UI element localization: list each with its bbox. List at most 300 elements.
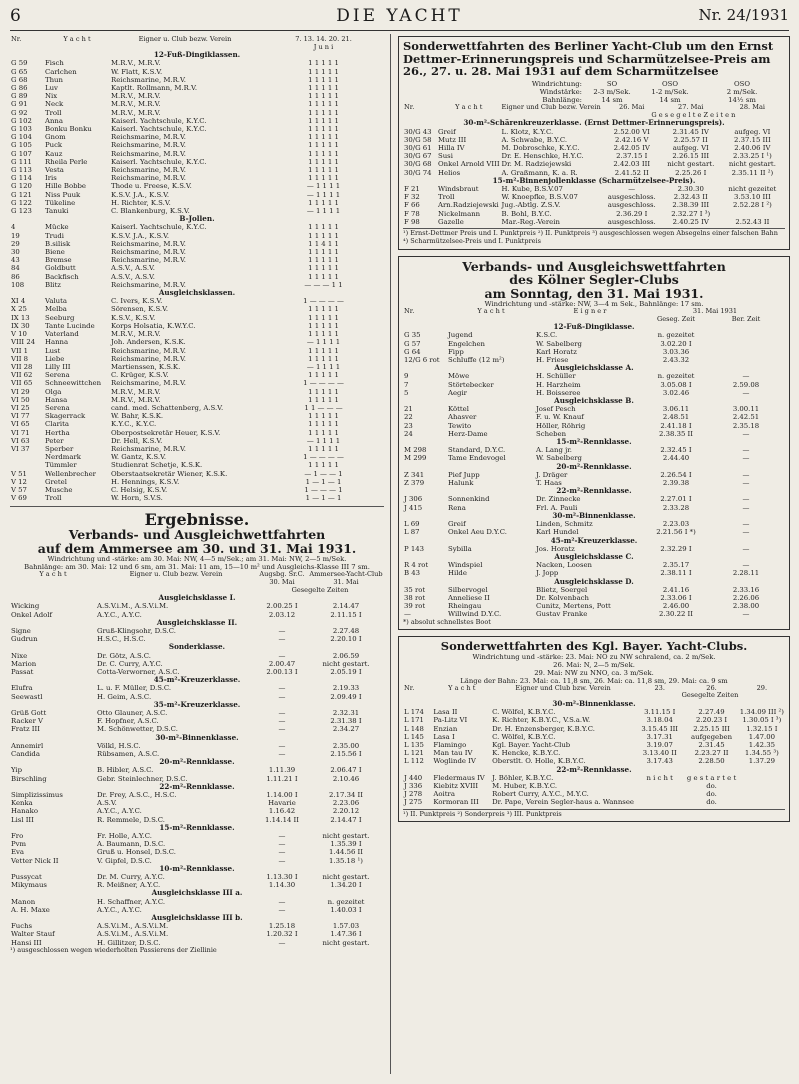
owner-cell: Oberpostsekretär Heuer, K.S.V. (111, 428, 221, 437)
yacht-cell: Gretel (45, 477, 67, 486)
placing-cell: — 1 1 1 1 (306, 190, 341, 199)
owner-cell: Sörensen, K.S.V. (111, 305, 169, 314)
table-row (10, 660, 384, 668)
time-cell: 2.30.30 (677, 184, 704, 193)
bayer-table (403, 685, 785, 807)
time-cell (707, 331, 785, 339)
class-heading (403, 487, 785, 495)
yacht-cell: Flamingo (433, 741, 467, 750)
table-row (10, 791, 384, 799)
owner-cell: A.S.V.i.M., A.S.V.i.M. (97, 922, 169, 931)
yacht-cell: Backfisch (45, 272, 79, 281)
time-cell: — (742, 503, 750, 512)
yacht-cell: Schluffe (12 m²) (448, 356, 505, 365)
time-cell: 2.39.38 (662, 479, 690, 488)
nr-cell: G 103 (11, 125, 32, 134)
yacht-cell: Puck (45, 141, 63, 150)
owner-cell: Dr. Frey, A.S.C., H.S.C. (97, 791, 177, 800)
bayer-footnote: ¹) II. Punktpreis ²) Sonderpreis ³) III. Punktpreis (403, 809, 785, 819)
nr-cell: J 440 (404, 773, 423, 782)
table-row (10, 117, 384, 125)
koeln-title-1: Verbands- und Ausgleichswettfahrten (462, 258, 726, 274)
time-cell (707, 340, 785, 348)
nr-cell: J 336 (404, 782, 423, 791)
nr-cell: L 135 (404, 741, 424, 750)
yacht-cell: Troll (438, 193, 455, 202)
owner-cell: C. Wölfel, K.B.Y.C. (492, 732, 556, 741)
table-row (403, 136, 785, 144)
yacht-cell: B.silisk (45, 239, 71, 248)
time-cell: — (278, 725, 286, 734)
class-heading (403, 177, 785, 185)
table-row (10, 453, 384, 461)
owner-cell: H. Richter, K.S.V. (111, 198, 171, 207)
owner-cell: Thode u. Freese, K.S.V. (111, 182, 192, 191)
nr-cell: L 112 (404, 757, 424, 766)
time-cell: 2.32.29 I (660, 544, 692, 553)
yacht-cell: Rheingau (448, 602, 482, 611)
time-cell: — (278, 684, 286, 693)
bayer-wind-2: 26. Mai: N, 2—5 m/Sek. (553, 660, 635, 669)
class-title: 12-Fuß-Dingiklassen. (153, 51, 241, 60)
class-heading (403, 323, 785, 331)
time-cell: 2.27.48 (332, 626, 360, 635)
owner-cell: H. Friese (536, 356, 569, 365)
time-cell: — (742, 544, 750, 553)
table-row (403, 430, 785, 438)
koeln-table: Nr. Y a c h t E i g n e r 31. Mai 1931 Geseg. Zeit Ber. Zeit 12-Fuß-Dingiklasse. G 35 Jugend K.S.C. n. gezeitet G 57 Engelchen W. Sabelberg 3.02.20 I G 64 Fipp Karl Horatz 3.03.36 12/G 6 rot Schluffe (12 m²) H. Friese 2.43.32 Ausgleichsklasse A. 9 Möwe H. Schüller n. gezeitet — 7 Störtebecker H. Harzheim 3.05.08 I 2.59.08 5 Aegir H. Boisseree 3.02.46 — Ausgleichsklasse B. 21 Köttel Josef Pesch 3.06.11 3.00.11 22 Ahasver F. u. W. Knauf 2.48.51 2.42.51 23 Tewito Höller, Röhrig 2.41.18 I 2.35.18 24 Herz-Dame Scheben 2.38.35 II — 15-m²-Rennklasse. M 298 Standard, D.Y.C. A. Lang jr. 2.32.45 I — M 299 Tame Endevogel W. Sabelberg 2.44.40 — 20-m²-Rennklasse. Z 341 Pief Jupp J. Dräger 2.26.54 I — Z 379 Halunk T. Haas 2.39.38 — 22-m²-Rennklasse. J 306 Sonnenkind Dr. Zinnecke 2.27.01 I — J 415 Rena Frl. A. Pauli 2.33.28 — 30-m²-Binnenklasse. L 69 Greif Linden, Schmitz 2.23.03 — L 87 Onkel Aeu D.Y.C. Karl Hundel 2.21.56 I *) — 45-m²-Kreuzerklasse. P 143 Sybilla Jos. Horatz 2.32.29 I — Ausgleichsklasse C. R 4 rot Windspiel Nacken, Loosen 2.35.17 — B 43 Hilde J. Jopp 2.38.11 I 2.28.11 Ausgleichsklasse D. 35 rot Silbervogel Blietz, Soergel 2.41.16 2.33.16 38 rot Anneliese II Dr. Kolvenbach 2.33.06 I 2.26.06 39 rot Rheingau Cunitz, Mertens, Pott 2.46.00 2.38.00 — Willwind D.Y.C. Gustav Franke 2.30.22 II — (403, 308, 785, 619)
yacht-cell: Silbervogel (448, 585, 488, 594)
owner-cell: Dr. Zinnecke (536, 495, 581, 504)
time-cell: — (278, 692, 286, 701)
nr-cell: VI 50 (11, 395, 30, 404)
yacht-cell: Sperber (45, 444, 74, 453)
owner-cell: Kgl. Bayer. Yacht-Club (492, 741, 571, 750)
table-row (10, 470, 384, 478)
nr-cell: L 69 (404, 520, 420, 529)
time-cell: 2.42.05 IV (613, 143, 650, 152)
owner-cell: Dr. M. Radziejewski (501, 160, 572, 169)
time-cell: 2.00.13 I (266, 667, 298, 676)
yacht-cell: Marion (11, 659, 37, 668)
owner-cell: C. Ivers, K.S.V. (111, 297, 163, 306)
time-cell: 2.19.33 (332, 684, 360, 693)
yacht-cell: Aoitra (433, 790, 455, 799)
yacht-cell: Lasa I (433, 732, 455, 741)
yacht-cell: Passat (11, 667, 34, 676)
koeln-title-2: des Kölner Segler-Clubs (509, 272, 679, 288)
koeln-wind: Windrichtung und -stärke: NW, 3—4 m Sek., Bahnlänge: 17 sm. (484, 300, 704, 309)
placing-cell: 1 — — — 1 (304, 485, 343, 494)
time-cell: 3.17.31 (646, 732, 673, 741)
owner-cell: Dr. M. Curry, A.Y.C. (97, 873, 165, 882)
yacht-cell: Hanna (45, 338, 69, 347)
owner-cell: Reichsmarine, M.R.V. (111, 256, 186, 265)
nr-cell: G 120 (11, 182, 32, 191)
table-row (10, 125, 384, 133)
table-row (10, 445, 384, 453)
placing-cell: 1 1 4 1 1 (308, 239, 339, 248)
time-cell: 1.14.00 I (266, 791, 298, 800)
owner-cell: Martienssen, K.S.K. (111, 362, 181, 371)
yacht-cell: Rena (448, 503, 466, 512)
placing-cell: 1 — 1 — 1 (305, 494, 342, 503)
placing-cell: 1 1 1 1 1 (308, 272, 339, 281)
yacht-cell: Melba (45, 305, 67, 314)
placing-cell: 1 1 1 1 1 (308, 321, 339, 330)
time-cell: 1.14.14 II (265, 815, 299, 824)
owner-cell: A. Lang jr. (536, 446, 572, 455)
yacht-cell: Biene (45, 248, 65, 257)
class-title: 10-m²-Rennklasse. (159, 864, 235, 873)
owner-cell: A.S.V., A.S.V. (111, 272, 155, 281)
placing-cell: 1 1 1 1 1 (308, 84, 339, 92)
owner-cell: H. Kube, B.S.V.07 (501, 184, 563, 193)
placing-cell: 1 1 1 1 1 (308, 174, 339, 183)
owner-cell: Dr. Pape, Verein Segler-haus a. Wannsee (492, 798, 634, 807)
table-row (10, 807, 384, 815)
time-cell: 2.33.06 I (660, 593, 692, 602)
placing-cell: — 1 1 1 1 (306, 182, 341, 191)
owner-cell: M. Schönwetter, D.S.C. (97, 725, 178, 734)
owner-cell: A.S.V. (97, 799, 117, 808)
nr-cell: 84 (11, 264, 20, 273)
yacht-cell: Mutz III (438, 135, 467, 144)
table-row (403, 545, 785, 553)
nr-cell: 19 (11, 231, 20, 240)
table-row (10, 191, 384, 199)
owner-cell: A. Graßmann, K. a. R. (501, 168, 578, 177)
yacht-cell: Wellenbrecher (45, 469, 96, 478)
placing-cell: — 1 1 1 1 (306, 436, 341, 445)
table-row (403, 725, 785, 733)
time-cell: 3.18.04 (646, 716, 673, 725)
owner-cell: Studienrat Schetje, K.S.K. (111, 461, 203, 470)
owner-cell: Frl. A. Pauli (536, 503, 578, 512)
time-cell: 2.38.00 (732, 602, 760, 611)
time-cell: aufgeg. VI (734, 127, 771, 136)
table-row (403, 594, 785, 602)
time-cell: 3.11.15 I (644, 708, 676, 717)
time-cell: 1.20.32 I (266, 930, 298, 939)
table-row (10, 635, 384, 643)
owner-cell: H.S.C., H.S.C. (97, 635, 146, 644)
ammersee-footnote: ¹) ausgeschlossen wegen wiederholten Passierens der Ziellinie (10, 945, 217, 954)
yacht-cell: Sybilla (448, 544, 472, 553)
time-cell: 1.32.15 I (746, 724, 778, 733)
class-heading (10, 734, 384, 742)
time-cell: aufgeg. VI (672, 143, 709, 152)
yacht-cell: Ahasver (448, 413, 477, 422)
time-cell: 2.21.56 I *) (656, 528, 696, 537)
class-title: 30-m²-Binnenklasse. (552, 511, 636, 520)
yacht-cell: Engelchen (448, 339, 485, 348)
yacht-cell: Anna (45, 116, 63, 125)
owner-cell: W. Horn, S.V.S. (111, 494, 163, 503)
time-cell: 2.43.32 (662, 356, 690, 365)
ammersee-header-row (10, 571, 384, 586)
placing-cell: 1 1 1 1 1 (308, 444, 339, 453)
time-cell: nicht gestart. (322, 832, 370, 841)
time-cell: — (278, 897, 286, 906)
yacht-cell: Seeburg (45, 313, 75, 322)
time-cell: 3.02.20 I (660, 339, 692, 348)
class-title: Ausgleichsklasse I. (158, 594, 236, 603)
owner-cell: A.Y.C., A.Y.C. (97, 905, 142, 914)
owner-cell: W. Sabelberg (536, 454, 582, 463)
yacht-cell: Hansi III (11, 938, 42, 947)
table-row (10, 429, 384, 437)
table-row (10, 388, 384, 396)
strength-row: Windstärke: 2-3 m/Sek. 1-2 m/Sek. 2 m/Sek. (539, 87, 758, 96)
time-cell: 2.42.03 III (613, 160, 651, 169)
owner-cell: K.S.V. J.A., K.S.V. (111, 231, 170, 240)
left-column (10, 36, 384, 955)
time-cell: 3.17.43 (646, 757, 673, 766)
time-cell: 2.32.45 I (660, 446, 692, 455)
owner-cell: A. Baumann, D.S.C. (97, 840, 166, 849)
time-cell: nicht gezeitet (728, 184, 777, 193)
nr-cell: VI 65 (11, 420, 30, 429)
owner-cell: Linden, Schmitz (536, 520, 593, 529)
owner-cell: K. Richter, K.B.Y.C., V.S.a.W. (492, 716, 591, 725)
time-cell: 2.30.22 II (659, 610, 693, 619)
time-cell (635, 798, 684, 806)
owner-cell: Mar.-Reg.-Verein (501, 217, 560, 226)
yacht-cell: Carlchen (45, 67, 77, 76)
table-row (10, 840, 384, 848)
nr-cell: IX 30 (11, 321, 30, 330)
class-title: Sonderklasse. (168, 643, 226, 652)
time-cell: 1.13.30 I (266, 873, 298, 882)
table-row (10, 109, 384, 117)
yacht-cell: Nixe (11, 651, 28, 660)
placing-cell: 1 1 1 1 1 (308, 387, 339, 396)
time-cell: 2.25.15 III (693, 724, 730, 733)
col-yacht: Y a c h t (63, 36, 91, 43)
nr-cell: J 275 (404, 798, 423, 807)
owner-cell: H. Harzheim (536, 380, 581, 389)
yacht-cell: Musche (45, 485, 73, 494)
yacht-cell: Störtebecker (448, 380, 494, 389)
nr-cell: 9 (404, 372, 409, 381)
yacht-cell: Anneliese II (448, 593, 490, 602)
table-row (10, 668, 384, 676)
nr-cell: 30/G 43 (404, 127, 432, 136)
nr-cell: 7 (404, 380, 409, 389)
bayer-wind-1: Windrichtung und -stärke: 23. Mai: NO zu NW schralend, ca. 2 m/Sek. (472, 652, 716, 661)
owner-cell: M. Huber, K.B.Y.C. (492, 782, 558, 791)
table-row (403, 716, 785, 724)
time-cell: — (278, 905, 286, 914)
owner-cell: A.S.V., A.S.V. (111, 264, 155, 273)
yacht-cell: Aegir (448, 388, 467, 397)
yacht-cell: Simplizissimus (11, 791, 63, 800)
placing-cell: 1 1 1 1 1 (308, 248, 339, 257)
class-heading (403, 578, 785, 586)
nr-cell: VI 71 (11, 428, 30, 437)
yacht-cell: Lust (45, 346, 61, 355)
yacht-cell: Olga (45, 387, 62, 396)
col-gesegelt: Gesegelte Zeiten (291, 586, 349, 594)
yacht-cell: Kormoran III (433, 798, 479, 807)
yacht-cell: Kenka (11, 799, 33, 808)
table-row (10, 248, 384, 256)
nr-cell: M 299 (404, 454, 427, 463)
time-cell: — (278, 848, 286, 857)
placing-cell: 1 1 1 1 1 (308, 420, 339, 429)
table-row (403, 479, 785, 487)
yacht-cell: Hansa (45, 395, 68, 404)
time-cell: 3.19.07 (646, 741, 673, 750)
class-heading (10, 824, 384, 832)
placing-cell: 1 1 1 1 1 (308, 198, 339, 207)
nr-cell: Z 379 (404, 479, 425, 488)
owner-cell: J. Böhler, K.B.Y.C. (492, 773, 554, 782)
bayer-box (398, 636, 790, 822)
class-heading (10, 619, 384, 627)
time-cell: n. gezeitet (657, 372, 695, 381)
time-cell: 3.13.40 II (642, 749, 677, 758)
table-row (10, 881, 384, 889)
owner-cell: H. Gillitzer, D.S.C. (97, 938, 161, 947)
time-cell: 2.06.59 (332, 651, 360, 660)
class-heading (10, 51, 384, 59)
bayer-header: Nr. Y a c h t Eigner und Club bzw. Verein 23. 26. 29. (404, 684, 768, 692)
yacht-cell: Herz-Dame (448, 429, 488, 438)
journal-title: DIE YACHT (336, 6, 463, 26)
nr-cell: J 415 (404, 503, 423, 512)
time-cell: — (742, 470, 750, 479)
nr-cell: VI 37 (11, 444, 30, 453)
owner-cell: R. Remmele, D.S.C. (97, 815, 165, 824)
table-row (10, 158, 384, 166)
time-cell: 2.26.54 I (660, 470, 692, 479)
class-title: 15-m²-Binnenjollenklasse (Scharmützelsee-Preis). (492, 176, 696, 185)
yacht-cell: Schneewittchen (45, 379, 102, 388)
nr-cell: B 43 (404, 569, 421, 578)
owner-cell: W. Flatt, K.S.V. (111, 67, 163, 76)
nr-cell: G 114 (11, 174, 32, 183)
placing-cell: 1 1 — — — (304, 403, 343, 412)
nr-cell: G 111 (11, 157, 32, 166)
nr-cell: V 69 (11, 494, 27, 503)
class-heading (403, 119, 785, 127)
yacht-cell: Lasa II (433, 708, 458, 717)
class-heading (10, 594, 384, 602)
owner-cell: Karl Horatz (536, 347, 577, 356)
placing-cell: 1 1 1 1 1 (308, 313, 339, 322)
time-cell: 2.32.27 I ³) (671, 209, 711, 218)
owner-cell: Reichsmarine, M.R.V. (111, 239, 186, 248)
nr-cell: G 89 (11, 92, 28, 101)
time-cell: 1.44.56 II (329, 848, 363, 857)
owner-cell: L. u. F. Müller, D.S.C. (97, 684, 172, 693)
owner-cell: W. Gantz, K.S.V. (111, 453, 167, 462)
owner-cell: Karl Hundel (536, 528, 579, 537)
column-divider (390, 34, 391, 1074)
time-cell: 3.03.36 (662, 347, 690, 356)
time-cell (707, 348, 785, 356)
yacht-cell: Troll (45, 494, 62, 503)
time-cell: 2.23.03 (662, 520, 690, 529)
koeln-body (403, 323, 785, 618)
table-row (10, 799, 384, 807)
table-row (10, 922, 384, 930)
owner-cell: Gebr. Steinlechner, D.S.C. (97, 774, 188, 783)
owner-cell: Jug.-Abtlg. Z.S.V. (501, 201, 561, 210)
page-header (10, 6, 789, 28)
time-cell: — (278, 840, 286, 849)
nr-cell: VI 63 (11, 436, 30, 445)
time-cell: 2.35.17 (662, 561, 690, 570)
table-row (10, 84, 384, 92)
time-cell: 1.34.55 ³) (744, 749, 779, 758)
yacht-cell: Onkel Aeu D.Y.C. (448, 528, 507, 537)
owner-cell: Reichsmarine, M.R.V. (111, 280, 186, 289)
nr-cell: L 145 (404, 732, 424, 741)
time-cell: 2.31.38 I (330, 717, 362, 726)
table-row (10, 717, 384, 725)
nr-cell: 86 (11, 272, 20, 281)
time-cell: — (278, 708, 286, 717)
table-row (10, 611, 384, 619)
class-title: 30-m²-Binnenklasse. (155, 733, 239, 742)
table-row (10, 232, 384, 240)
owner-cell: Kaiserl. Yachtschule, K.Y.C. (111, 125, 207, 134)
class-heading (10, 889, 384, 897)
table-row (403, 201, 785, 209)
table-row (403, 798, 785, 806)
table-row (403, 741, 785, 749)
owner-cell: Reichsmarine, M.R.V. (111, 444, 186, 453)
owner-cell: Reichsmarine, M.R.V. (111, 149, 186, 158)
table-row (403, 774, 785, 782)
owner-cell: A.S.V.i.M., A.S.V.i.M. (97, 930, 169, 939)
owner-cell: H. Geim, A.S.C. (97, 692, 152, 701)
class-heading (10, 914, 384, 922)
time-cell: 2.35.11 II ²) (731, 168, 774, 177)
owner-cell: Scheben (536, 429, 567, 438)
yacht-cell: Greif (438, 127, 456, 136)
placing-cell: 1 1 1 1 1 (308, 59, 339, 68)
owner-cell: A.Y.C., A.Y.C. (97, 807, 142, 816)
time-cell: 1.34.09 III ²) (739, 708, 784, 717)
yacht-cell: Neck (45, 100, 64, 109)
class-heading (10, 676, 384, 684)
ammersee-wind: Windrichtung und -stärke: am 30. Mai: NW, 4—5 m/Sek.; am 31. Mai: NW, 2—5 m/Sek. (47, 555, 347, 564)
table-row (10, 930, 384, 938)
time-cell: 1.11.39 (268, 766, 296, 775)
yacht-cell: Luv (45, 84, 58, 92)
time-cell: 1.47.36 I (330, 930, 362, 939)
table-row (10, 338, 384, 346)
yacht-cell: Clarita (45, 420, 69, 429)
nr-cell: G 92 (11, 108, 28, 117)
table-row (10, 223, 384, 231)
time-cell: Havarie (268, 799, 296, 808)
owner-cell: J. Jopp (536, 569, 559, 578)
berlin-gesegelt: G e s e g e l t e Z e i t e n (651, 111, 736, 119)
nr-cell: VII 65 (11, 379, 33, 388)
nr-cell: VII 8 (11, 354, 28, 363)
owner-cell: A.Y.C., A.Y.C. (97, 610, 142, 619)
table-row (10, 627, 384, 635)
owner-cell: H. Boisseree (536, 388, 581, 397)
berlin-notes: ¹) Ernst-Dettmer Preis und I. Punktpreis ²) II. Punktpreis ³) ausgeschlossen wegen Absegelns einer falschen Bahn ⁴) Scharmützelsee-Preis und I. Punktpreis (403, 228, 785, 246)
owner-cell: Reichsmarine, M.R.V. (111, 248, 186, 257)
right-column (398, 36, 790, 822)
